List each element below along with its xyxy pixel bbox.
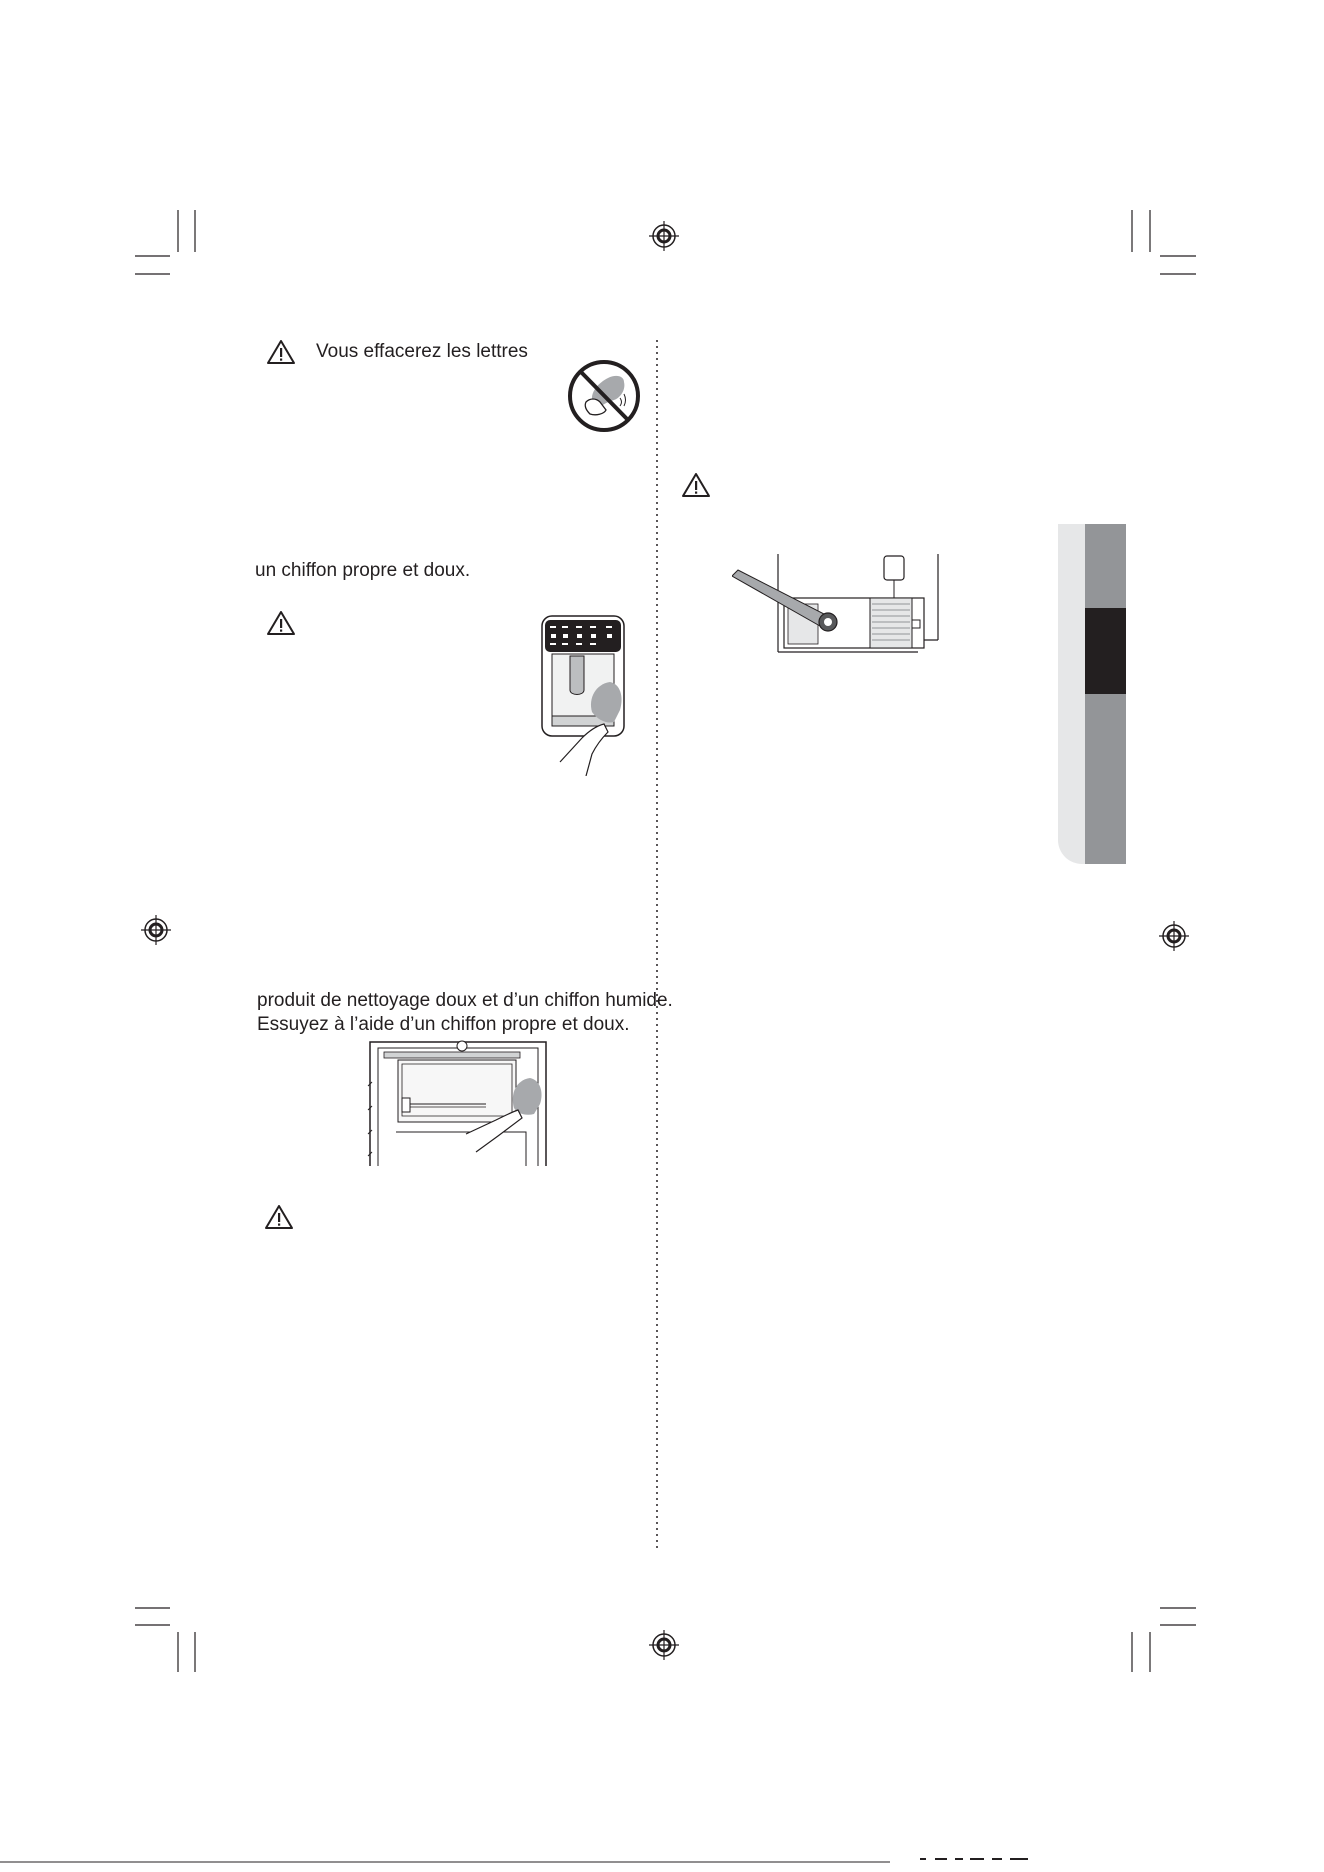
side-tab-section [1085,694,1126,864]
registration-mark-icon [141,915,171,945]
registration-mark-icon [649,221,679,251]
no-cloth-prohibited-icon [566,358,642,434]
warning-triangle-icon [264,1204,294,1230]
registration-mark-icon [1159,921,1189,951]
filter-cleaning-illustration [732,552,960,654]
caution-text: Vous effacerez les lettres [316,341,528,362]
body-text: un chiffon propre et doux. [255,560,471,581]
dispenser-cleaning-illustration [530,612,632,776]
body-text: Essuyez à l’aide d’un chiffon propre et doux. [257,1014,630,1035]
freezer-cleaning-illustration [366,1036,550,1166]
side-tab-section [1085,524,1126,608]
body-text: produit de nettoyage doux et d’un chiffon humide. [257,990,673,1011]
warning-triangle-icon [266,339,296,365]
warning-triangle-icon [681,472,711,498]
warning-triangle-icon [266,610,296,636]
registration-mark-icon [649,1630,679,1660]
side-tab-active [1085,608,1126,694]
